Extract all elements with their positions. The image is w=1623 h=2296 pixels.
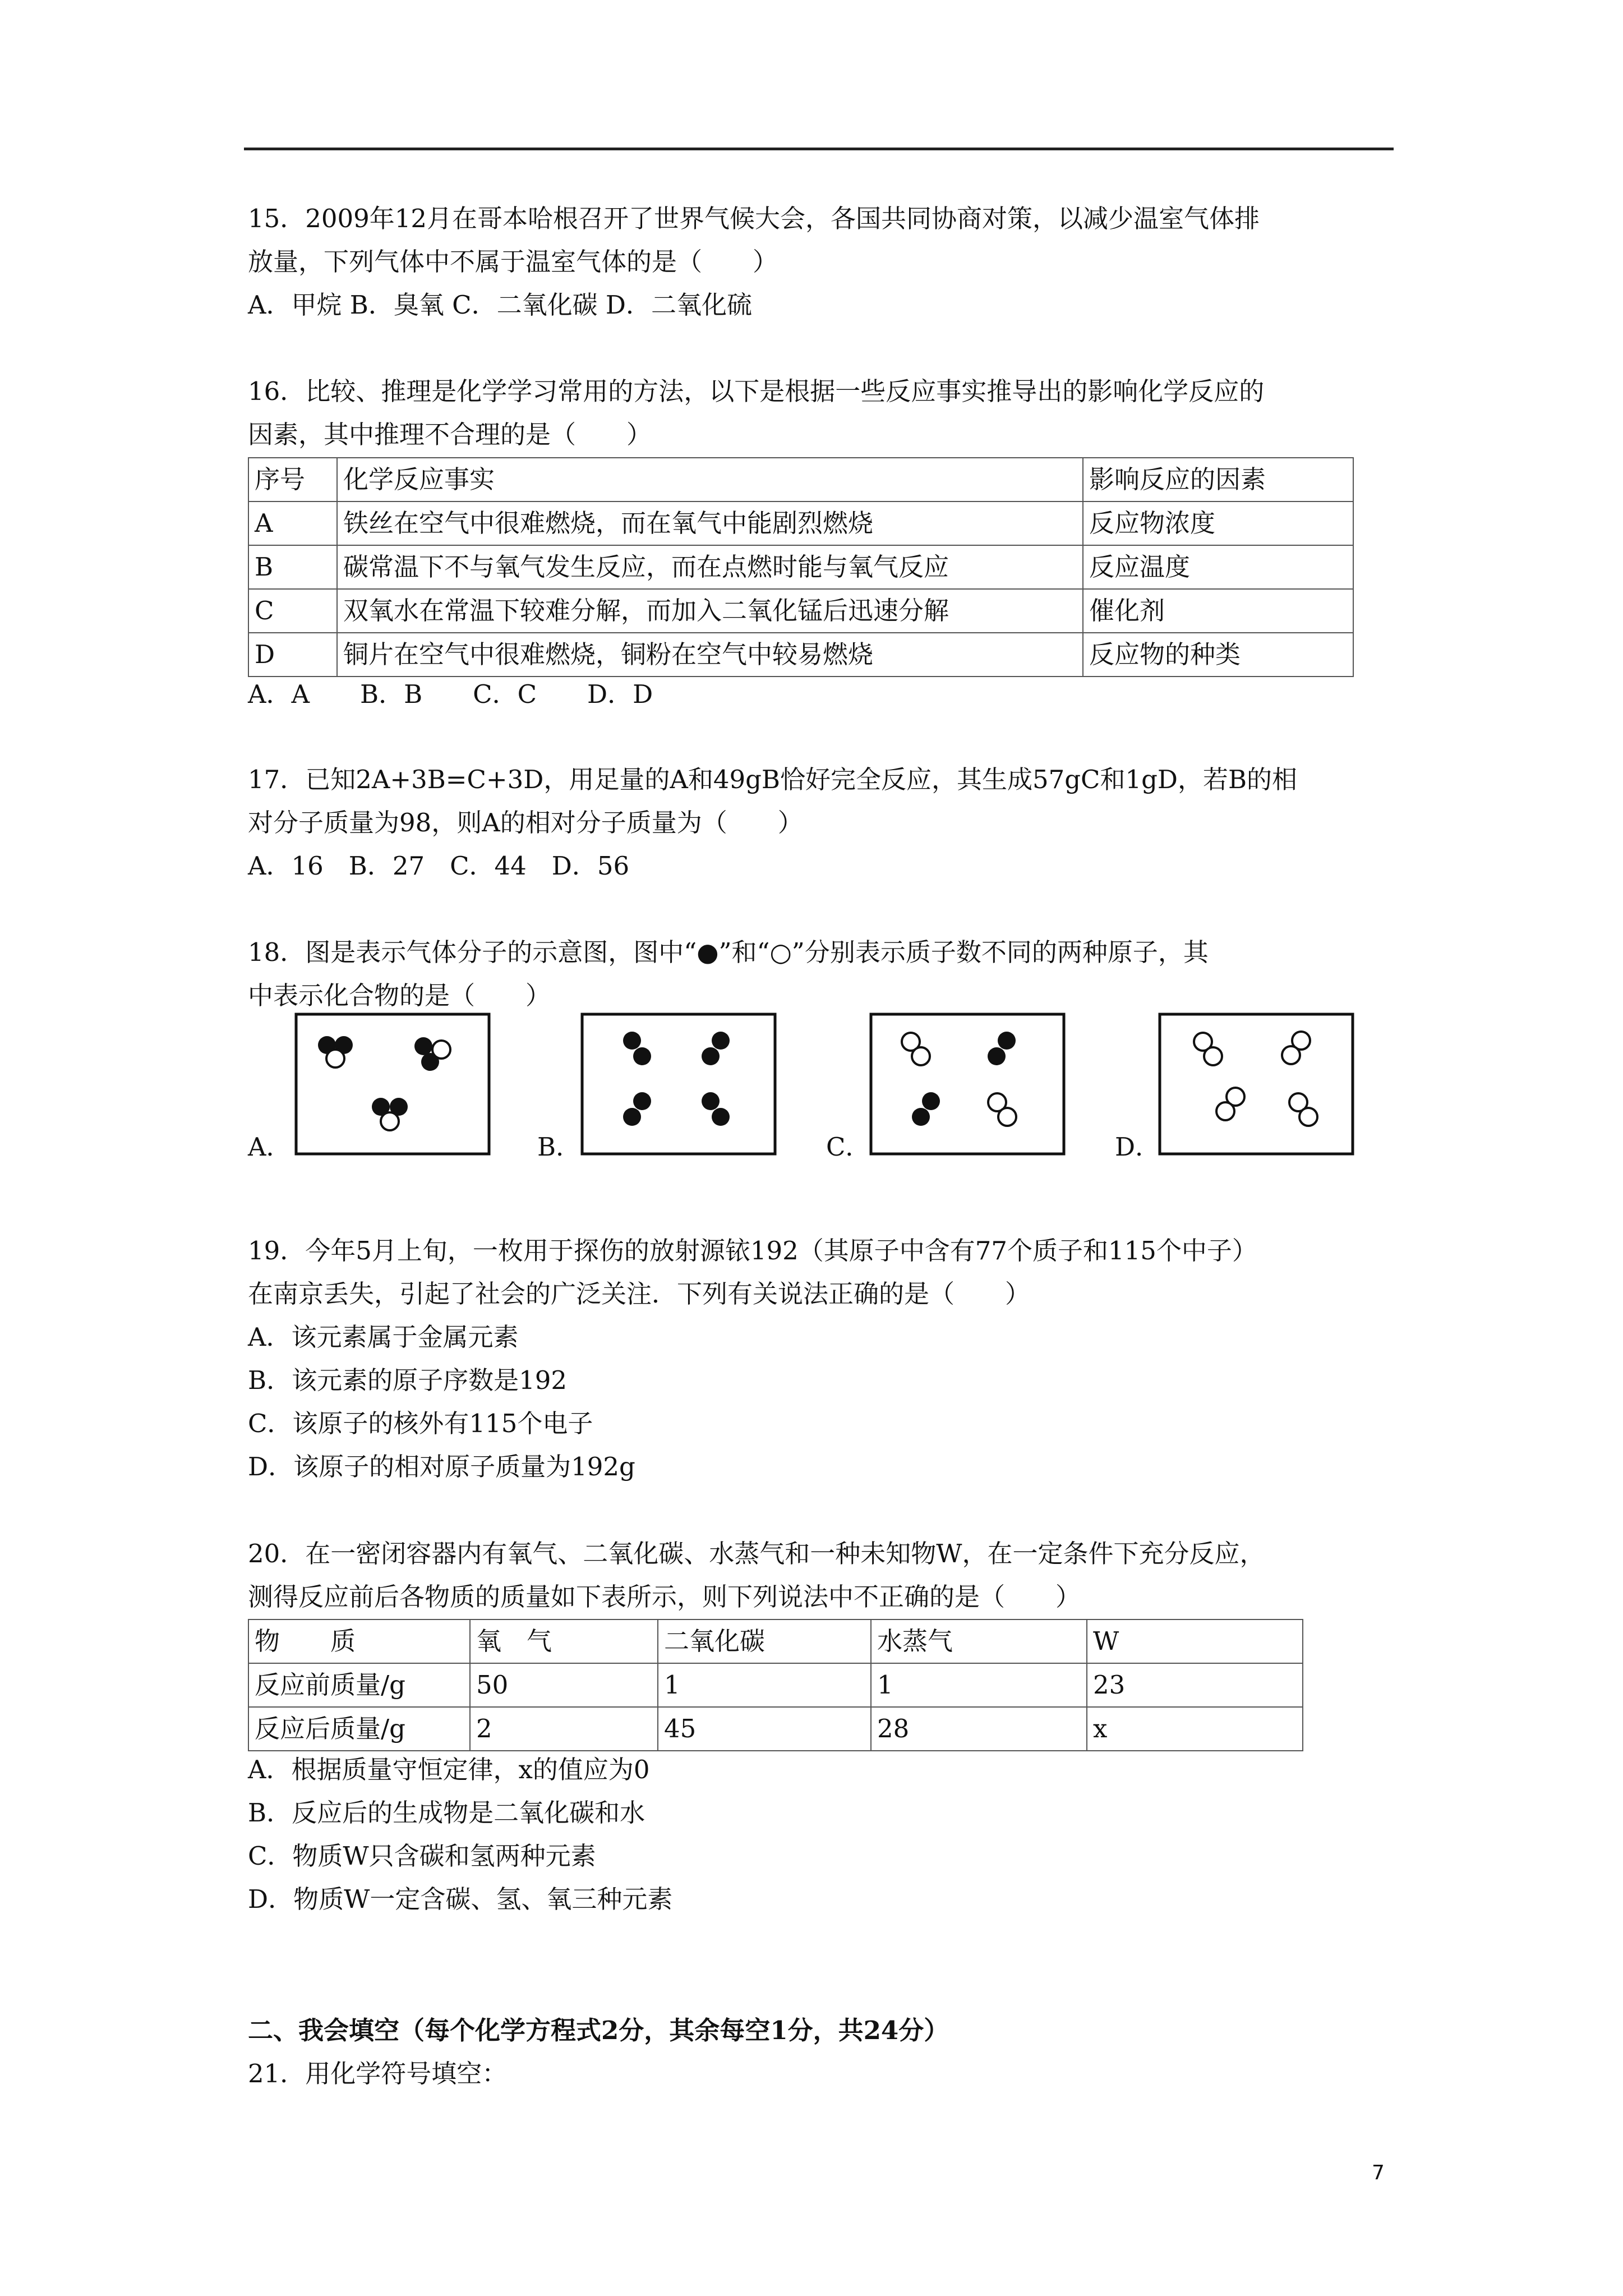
table-cell: 反应前质量/g [248,1663,470,1707]
table-cell: 催化剂 [1083,589,1353,633]
table-header-cell: 氧 气 [470,1619,658,1663]
table-cell: 反应温度 [1083,545,1353,589]
q19-line-1: 19．今年5月上旬，一枚用于探伤的放射源铱192（其原子中含有77个质子和115个中子） [248,1236,1257,1266]
table-cell: x [1087,1707,1303,1751]
q16-line-1: 16．比较、推理是化学学习常用的方法，以下是根据一些反应事实推导出的影响化学反应的 [248,376,1265,406]
q20-option-b: B．反应后的生成物是二氧化碳和水 [248,1798,645,1828]
table-cell: 1 [871,1663,1087,1707]
table-row [248,501,1353,545]
q18-line-1: 18．图是表示气体分子的示意图，图中“●”和“○”分别表示质子数不同的两种原子，其 [248,937,1209,967]
table-cell: 反应后质量/g [248,1707,470,1751]
q16-options: A．A B．B C．C D．D [248,679,653,709]
q20-option-d: D．物质W一定含碳、氢、氧三种元素 [248,1884,673,1914]
table-header-cell: 影响反应的因素 [1083,458,1353,501]
q19-option-b: B．该元素的原子序数是192 [248,1365,567,1395]
table-cell: 铁丝在空气中很难燃烧，而在氧气中能剧烈燃烧 [337,501,1083,545]
table-cell: 1 [658,1663,871,1707]
q21-line: 21．用化学符号填空： [248,2059,508,2088]
q15-options: A．甲烷 B．臭氧 C．二氧化碳 D．二氧化硫 [248,290,752,320]
page-number: 7 [1372,2161,1385,2184]
q20-line-1: 20．在一密闭容器内有氧气、二氧化碳、水蒸气和一种未知物W，在一定条件下充分反应， [248,1539,1265,1568]
q20-table [248,1619,1303,1751]
section-heading: 二、我会填空（每个化学方程式2分，其余每空1分，共24分） [248,2016,949,2045]
table-cell: A [248,501,337,545]
q18-label-a: A． [248,1132,292,1162]
q19-line-2: 在南京丢失，引起了社会的广泛关注．下列有关说法正确的是（ ） [248,1279,1031,1309]
table-cell: 反应物浓度 [1083,501,1353,545]
q18-label-c: C． [826,1132,871,1162]
q20-line-2: 测得反应前后各物质的质量如下表所示，则下列说法中不正确的是（ ） [248,1582,1081,1612]
table-row [248,1707,1303,1751]
table-cell: D [248,633,337,677]
table-header-cell: 序号 [248,458,337,501]
table-cell: C [248,589,337,633]
q16-table [248,457,1354,677]
q17-line-2: 对分子质量为98，则A的相对分子质量为（ ） [248,808,803,838]
q17-line-1: 17．已知2A+3B=C+3D，用足量的A和49gB恰好完全反应，其生成57gC和1gD，若B的相 [248,765,1298,794]
q18-diagram-b [580,1013,777,1156]
q18-diagram-a [294,1013,491,1156]
table-row [248,589,1353,633]
q18-diagram-c [869,1013,1066,1156]
q16-line-2: 因素，其中推理不合理的是（ ） [248,420,652,449]
q18-label-d: D． [1115,1132,1161,1162]
table-cell: 铜片在空气中很难燃烧，铜粉在空气中较易燃烧 [337,633,1083,677]
table-header-cell: 二氧化碳 [658,1619,871,1663]
table-cell: 碳常温下不与氧气发生反应，而在点燃时能与氧气反应 [337,545,1083,589]
table-cell: 45 [658,1707,871,1751]
header-rule [244,148,1394,150]
q19-option-a: A．该元素属于金属元素 [248,1322,519,1352]
table-cell: 23 [1087,1663,1303,1707]
table-cell: 反应物的种类 [1083,633,1353,677]
table-cell: 50 [470,1663,658,1707]
table-cell: 双氧水在常温下较难分解，而加入二氧化锰后迅速分解 [337,589,1083,633]
q17-options: A．16 B．27 C．44 D．56 [248,851,630,881]
table-row [248,633,1353,677]
q15-line-2: 放量，下列气体中不属于温室气体的是（ ） [248,247,778,277]
table-header-cell: 水蒸气 [871,1619,1087,1663]
q20-option-c: C．物质W只含碳和氢两种元素 [248,1841,596,1871]
table-header-cell: 化学反应事实 [337,458,1083,501]
q18-line-2: 中表示化合物的是（ ） [248,981,551,1010]
table-cell: 2 [470,1707,658,1751]
table-row [248,1663,1303,1707]
q19-option-c: C．该原子的核外有115个电子 [248,1409,593,1438]
q18-diagram-d [1158,1013,1354,1156]
table-cell: 28 [871,1707,1087,1751]
q15-line-1: 15．2009年12月在哥本哈根召开了世界气候大会，各国共同协商对策，以减少温室气体排 [248,204,1260,233]
table-row [248,545,1353,589]
q19-option-d: D．该原子的相对原子质量为192g [248,1452,635,1481]
table-header-cell: 物 质 [248,1619,470,1663]
q20-option-a: A．根据质量守恒定律，x的值应为0 [248,1755,650,1784]
table-row [248,1619,1303,1663]
table-row [248,458,1353,501]
q18-label-b: B． [537,1132,582,1162]
table-cell: B [248,545,337,589]
table-header-cell: W [1087,1619,1303,1663]
